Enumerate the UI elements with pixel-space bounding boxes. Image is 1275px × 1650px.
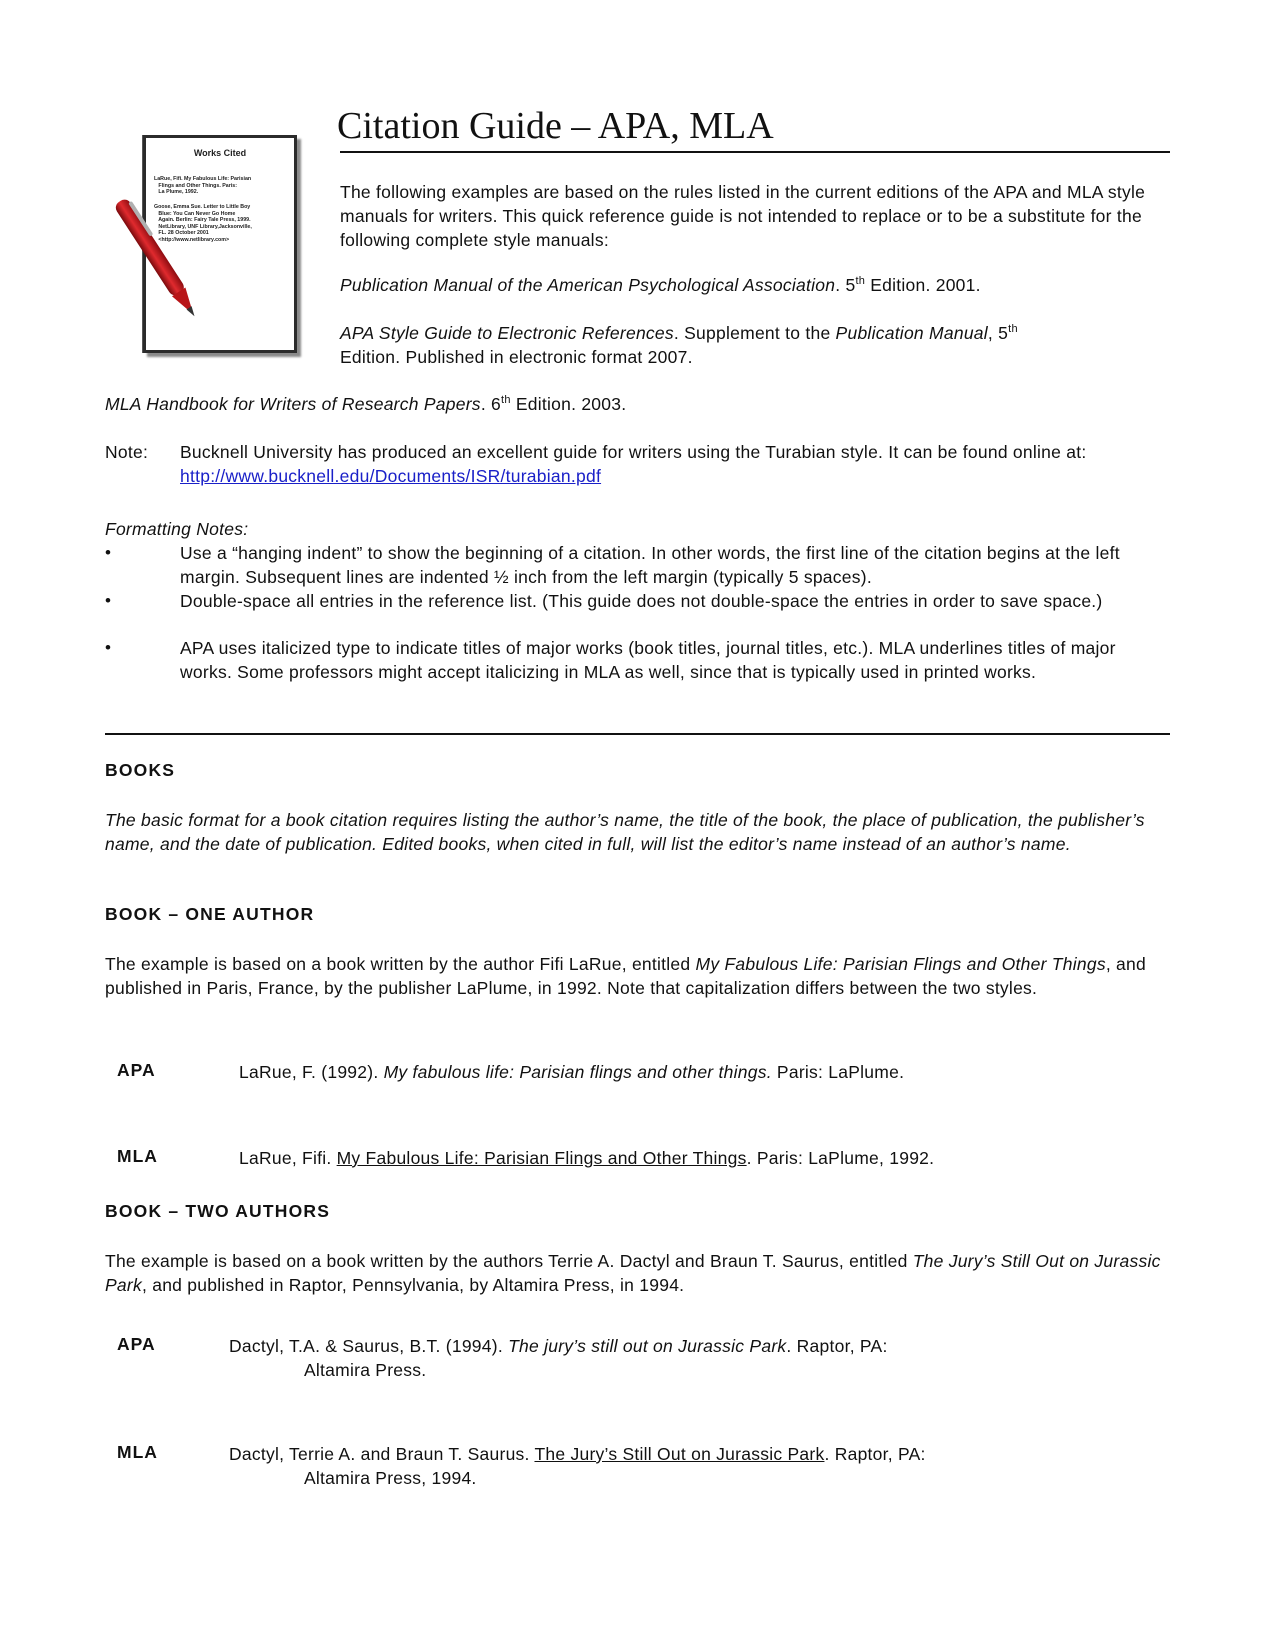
note-label: Note: [105, 442, 149, 462]
illustration-line: NetLibrary, UNF Library,Jacksonville, [154, 223, 252, 230]
bullet-icon: • [105, 591, 112, 610]
formatting-item: Use a “hanging indent” to show the beginning of a citation. In other words, the first line of the citation begins at the left margin. Subsequent lines are indented ½ inch from the left margin (typically 5 spaces). [180, 543, 1120, 587]
mla-label: MLA [117, 1146, 158, 1166]
books-description: The basic format for a book citation requires listing the author’s name, the title of the book, the place of publication, the publisher’s name, and the date of publication. Edited books, when cited in full, will list the editor’s name instead of an author’s name. [105, 810, 1145, 854]
mla-label: MLA [117, 1442, 158, 1462]
intro-paragraph: The following examples are based on the rules listed in the current editions of the APA and MLA style manuals for writers. This quick reference guide is not intended to replace or to be a substitute for the following complete style manuals: [340, 182, 1146, 250]
pen-icon [108, 190, 208, 330]
manual-mla: MLA Handbook for Writers of Research Papers. 6th Edition. 2003. [105, 394, 627, 414]
bullet-icon: • [105, 543, 112, 562]
formatting-item: Double-space all entries in the reference list. (This guide does not double-space the entries in order to save space.) [180, 591, 1103, 611]
illustration-line: Goose, Emma Sue. Letter to Little Boy [154, 204, 251, 210]
apa-citation-two-authors: Dactyl, T.A. & Saurus, B.T. (1994). The jury’s still out on Jurassic Park. Raptor, PA: [229, 1336, 888, 1356]
formatting-notes-heading: Formatting Notes: [105, 519, 249, 539]
page-title: Citation Guide – APA, MLA [337, 105, 774, 147]
apa-label: APA [117, 1334, 156, 1354]
formatting-item: APA uses italicized type to indicate titles of major works (book titles, journal titles, etc.). MLA underlines titles of major works. Some professors might accept italicizing in MLA as well, since that is typically used in printed works. [180, 638, 1116, 682]
illustration-line: Blue: You Can Never Go Home [154, 210, 236, 217]
apa-label: APA [117, 1060, 156, 1080]
turabian-guide-link[interactable]: http://www.bucknell.edu/Documents/ISR/turabian.pdf [180, 466, 602, 486]
illustration-line: La Plume, 1992. [154, 189, 199, 196]
mla-citation-two-authors-line2: Altamira Press, 1994. [304, 1468, 477, 1488]
apa-citation-one-author: LaRue, F. (1992). My fabulous life: Parisian flings and other things. Paris: LaPlume. [239, 1062, 905, 1082]
two-authors-description: The example is based on a book written by the authors Terrie A. Dactyl and Braun T. Saurus, entitled The Jury’s Still Out on Jurassic Park, and published in Raptor, Pennsylvania, by Altamira Press, in 1994. [105, 1251, 1161, 1295]
two-authors-heading: BOOK – TWO AUTHORS [105, 1201, 331, 1221]
illustration-line: Flings and Other Things. Paris: [154, 182, 237, 189]
illustration-line: LaRue, Fifi. My Fabulous Life: Parisian [154, 176, 252, 182]
apa-citation-two-authors-line2: Altamira Press. [304, 1360, 427, 1380]
bullet-icon: • [105, 638, 112, 657]
illustration-line: Again. Berlin: Fairy Tale Press, 1999. [154, 217, 251, 224]
illustration-heading: Works Cited [193, 148, 247, 158]
title-divider [340, 151, 1170, 153]
manual-electronic: APA Style Guide to Electronic References. Supplement to the Publication Manual, 5th Edition. Published in electronic format 2007. [340, 323, 1018, 367]
illustration-line: <http://www.netlibrary.com> [154, 237, 230, 243]
section-divider [105, 733, 1170, 735]
mla-citation-one-author: LaRue, Fifi. My Fabulous Life: Parisian Flings and Other Things. Paris: LaPlume, 1992. [239, 1148, 935, 1168]
illustration-line: FL. 28 October 2001 [154, 230, 209, 237]
books-heading: BOOKS [105, 760, 176, 780]
note-text: Bucknell University has produced an excellent guide for writers using the Turabian style. It can be found online at: http://www.bucknell.edu/Documents/ISR/turabian.pdf [180, 442, 1087, 486]
one-author-heading: BOOK – ONE AUTHOR [105, 904, 315, 924]
mla-citation-two-authors: Dactyl, Terrie A. and Braun T. Saurus. The Jury’s Still Out on Jurassic Park. Raptor, PA: [229, 1444, 926, 1464]
one-author-description: The example is based on a book written by the author Fifi LaRue, entitled My Fabulous Life: Parisian Flings and Other Things, and published in Paris, France, by the publisher LaPlume, in 1992. Note that capitalization differs between the two styles. [105, 954, 1147, 998]
manual-apa: Publication Manual of the American Psychological Association. 5th Edition. 2001. [340, 275, 981, 295]
